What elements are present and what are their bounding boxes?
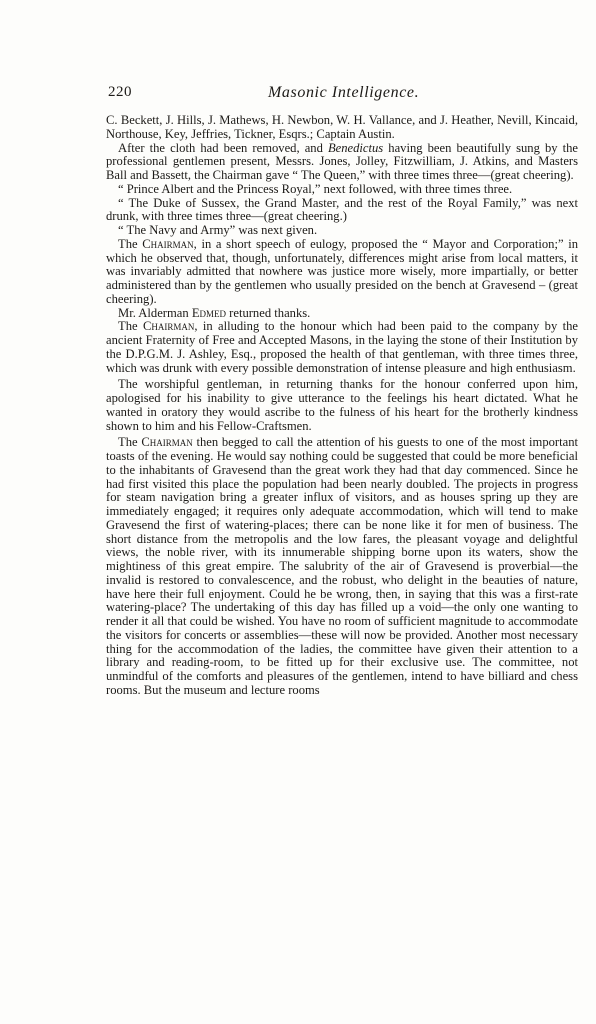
- text-run: having been beautifully sung by the professional gentlemen present, Messrs. Jones, Jolley, Fitzwilliam, J. Atkins, and Masters Ball and Bassett, the Chairman gave “ The Queen,” with three times three—(great cheering).: [106, 140, 578, 182]
- paragraph: [106, 238, 578, 307]
- paragraph: [106, 378, 578, 433]
- italic-text: Benedictus: [327, 140, 384, 155]
- small-caps-name: Chairman: [142, 319, 195, 334]
- text-run: C. Beckett, J. Hills, J. Mathews, H. Newbon, W. H. Vallance, and J. Heather, Nevill, Kincaid, Northouse, Key, Jeffries, Tickner, Esqrs.; Captain Austin.: [106, 113, 578, 141]
- paragraph: [106, 320, 578, 375]
- body-text: [106, 114, 578, 698]
- paragraph: [106, 114, 578, 142]
- text-run: The: [118, 435, 142, 450]
- small-caps-name: Edmed: [191, 305, 227, 320]
- text-run: Mr. Alderman: [118, 305, 192, 320]
- text-run: “ Prince Albert and the Princess Royal,” next followed, with three times three.: [118, 181, 513, 196]
- small-caps-name: Chairman: [141, 435, 193, 450]
- small-caps-name: Chairman: [142, 236, 194, 251]
- text-run: then begged to call the attention of his guests to one of the most important toasts of the evening. He would say nothing could be suggested that could be more beneficial to the inhabitants of Gravesend than the great work they had that day commenced. Since he had first visited this place the population had been nearly doubled. The projects in progress for steam navigation bring a greater influx of visitors, and as houses spring up they are immediately engaged; it requires only adequate accommodation, which will tend to make Gravesend the first of watering-places; there can be none like it for men of business. The short distance from the metropolis and the low fares, the pleasant voyage and delightful views, the noble river, with its innumerable shipping borne upon its waters, show the mightiness of this great empire. The salubrity of the air of Gravesend is proverbial—the invalid is restored to convalescence, and the robust, who delight in the beauties of nature, have here their full enjoyment. Could he be wrong, then, in saying that this was a first-rate watering-place? The undertaking of this day has filled up a void—the only one wanting to render it all that could be wished. You have no room of sufficient magnitude to accommodate the visitors for concerts or assemblies—these will now be provided. Another most necessary thing for the accommodation of the ladies, the committee have given their attention to a library and reading-room, to be fitted up for their exclusive use. The committee, not unmindful of the comforts and pleasures of the gentlemen, intend to have billiard and chess rooms. But the museum and lecture rooms: [106, 435, 579, 697]
- text-run: “ The Duke of Sussex, the Grand Master, and the rest of the Royal Family,” was next drunk, with three times three—(great cheering.): [106, 195, 578, 224]
- text-run: “ The Navy and Army” was next given.: [118, 223, 318, 237]
- paragraph: [106, 307, 578, 321]
- text-run: returned thanks.: [226, 305, 311, 320]
- paragraph: [106, 142, 578, 183]
- text-run: After the cloth had been removed, and: [118, 140, 328, 155]
- paragraph: [106, 224, 578, 238]
- text-run: The worshipful gentleman, in returning thanks for the honour conferred upon him, apologised for his inability to give utterance to the feelings his heart dictated. What he wanted in oratory they would ascribe to the fulness of his heart for the brotherly kindness shown to him and his Fellow-Craftsmen.: [106, 377, 578, 433]
- text-run: , in a short speech of eulogy, proposed the “ Mayor and Corporation;” in which he observed that, though, unfortunately, differences might arise from local matters, it was invariably admitted that nowhere was justice more wisely, more impartially, or better administered than by the gentlemen who usually presided on the bench at Gravesend – (great cheering).: [106, 236, 578, 306]
- paragraph: [106, 436, 578, 697]
- paragraph: [106, 183, 578, 197]
- running-title: Masonic Intelligence.: [268, 84, 420, 101]
- running-head: [108, 84, 584, 106]
- page-number: 220: [108, 84, 132, 100]
- text-run: The: [118, 319, 143, 334]
- text-run: The: [118, 236, 143, 251]
- paragraph: [106, 197, 578, 225]
- text-run: , in alluding to the honour which had been paid to the company by the ancient Fraternity of Free and Accepted Masons, in the laying the stone of their Institution by the D.P.G.M. J. Ashley, Esq., proposed the health of that gentleman, with three times three, which was drunk with every possible demonstration of intense pleasure and high enthusiasm.: [106, 319, 578, 375]
